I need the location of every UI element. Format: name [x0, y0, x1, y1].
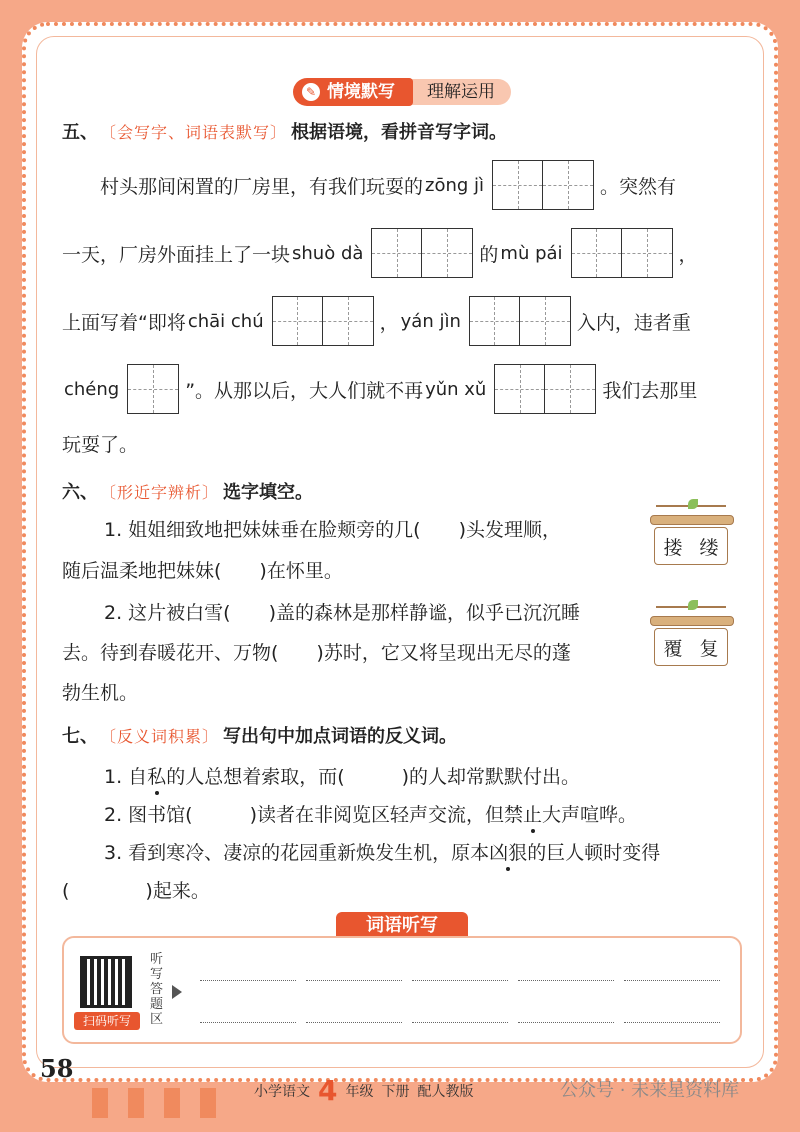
section7-title: 七、 〔反义词积累〕 写出句中加点词语的反义词。	[62, 726, 458, 747]
dotted-word: 私	[147, 762, 166, 789]
dotted-word: 凶狠	[489, 838, 527, 865]
page-number: 58	[40, 1054, 74, 1083]
watermark: 公众号 · 未来星资料库	[560, 1080, 740, 1101]
s5-line3: 上面写着“即将 chāi chú ， yán jìn 入内，违者重	[62, 296, 691, 346]
s7-q3-cont: ( )起来。	[62, 880, 210, 902]
dictation-line[interactable]	[412, 1022, 508, 1023]
s7-q1: 1. 自 私 的人总想着索取，而( )的人却常默默付出。	[104, 762, 580, 789]
pinyin: yǔn xǔ	[425, 378, 487, 400]
pinyin: chāi chú	[187, 310, 264, 332]
s6-q2-line2: 去。待到春暖花开、万物( )苏时，它又将呈现出无尽的蓬	[62, 642, 571, 664]
dotted-word: 止	[523, 800, 542, 827]
footer-stripes	[92, 1088, 236, 1118]
answer-box-mupai[interactable]	[571, 228, 673, 278]
s5-line1: 村头那间闲置的厂房里，有我们玩耍的 zōng jì 。突然有	[100, 160, 676, 210]
pinyin: chéng	[64, 378, 120, 400]
dictation-line[interactable]	[306, 1022, 402, 1023]
footer-info: 小学语文 4 年级 下册 配人教版	[254, 1074, 474, 1107]
dictation-line[interactable]	[200, 980, 296, 981]
pinyin: shuò dà	[292, 242, 364, 264]
dictation-line[interactable]	[518, 1022, 614, 1023]
arrow-right-icon	[172, 985, 182, 999]
qr-code-icon[interactable]	[80, 956, 132, 1008]
dictation-line[interactable]	[624, 980, 720, 981]
answer-box-zongji[interactable]	[492, 160, 594, 210]
s5-line2: 一天，厂房外面挂上了一块 shuò dà 的 mù pái ，	[62, 228, 698, 278]
bell-icon: ✎	[302, 83, 320, 101]
s5-line5: 玩耍了。	[62, 434, 139, 456]
s7-q2: 2. 图书馆( )读者在非阅览区轻声交流，但禁 止 大声喧哗。	[104, 800, 637, 827]
s6-q1-line1: 1. 姐姐细致地把妹妹垂在脸颊旁的几( )头发理顺，	[104, 519, 561, 541]
pinyin: mù pái	[500, 242, 563, 264]
dictation-line[interactable]	[200, 1022, 296, 1023]
dictation-band: 词语听写	[336, 912, 468, 940]
section6-title: 六、 〔形近字辨析〕 选字填空。	[62, 482, 314, 503]
qr-caption: 扫码听写	[74, 1012, 140, 1030]
pinyin: zōng jì	[425, 174, 485, 196]
dictation-line[interactable]	[518, 980, 614, 981]
s7-q3: 3. 看到寒冷、凄凉的花园重新焕发生机，原本 凶狠 的巨人顿时变得	[104, 838, 660, 865]
s6-q2-line1: 2. 这片被白雪( )盖的森林是那样静谧，似乎已沉沉睡	[104, 602, 580, 624]
pinyin: yán jìn	[400, 310, 461, 332]
dictation-line[interactable]	[306, 980, 402, 981]
leaf-icon	[688, 600, 698, 610]
leaf-icon	[688, 499, 698, 509]
answer-box-cheng[interactable]	[127, 364, 179, 414]
answer-box-yunxu[interactable]	[494, 364, 596, 414]
tag-understand-apply: 理解运用	[409, 79, 511, 105]
dictation-vertical-label: 听写答题区	[150, 952, 164, 1027]
s6-q1-line2: 随后温柔地把妹妹( )在怀里。	[62, 560, 343, 582]
dictation-line[interactable]	[412, 980, 508, 981]
s6-q2-line3: 勃生机。	[62, 682, 139, 704]
answer-box-shuoda[interactable]	[371, 228, 473, 278]
tag-situational-dictation: ✎ 情境默写	[293, 78, 413, 106]
answer-box-yanjin[interactable]	[469, 296, 571, 346]
answer-box-chaichu[interactable]	[272, 296, 374, 346]
s5-line4: chéng ”。从那以后，大人们就不再 yǔn xǔ 我们去那里	[62, 364, 697, 414]
dictation-line[interactable]	[624, 1022, 720, 1023]
section5-title: 五、 〔会写字、词语表默写〕 根据语境，看拼音写字词。	[62, 122, 508, 143]
section-header-tag	[293, 77, 511, 107]
